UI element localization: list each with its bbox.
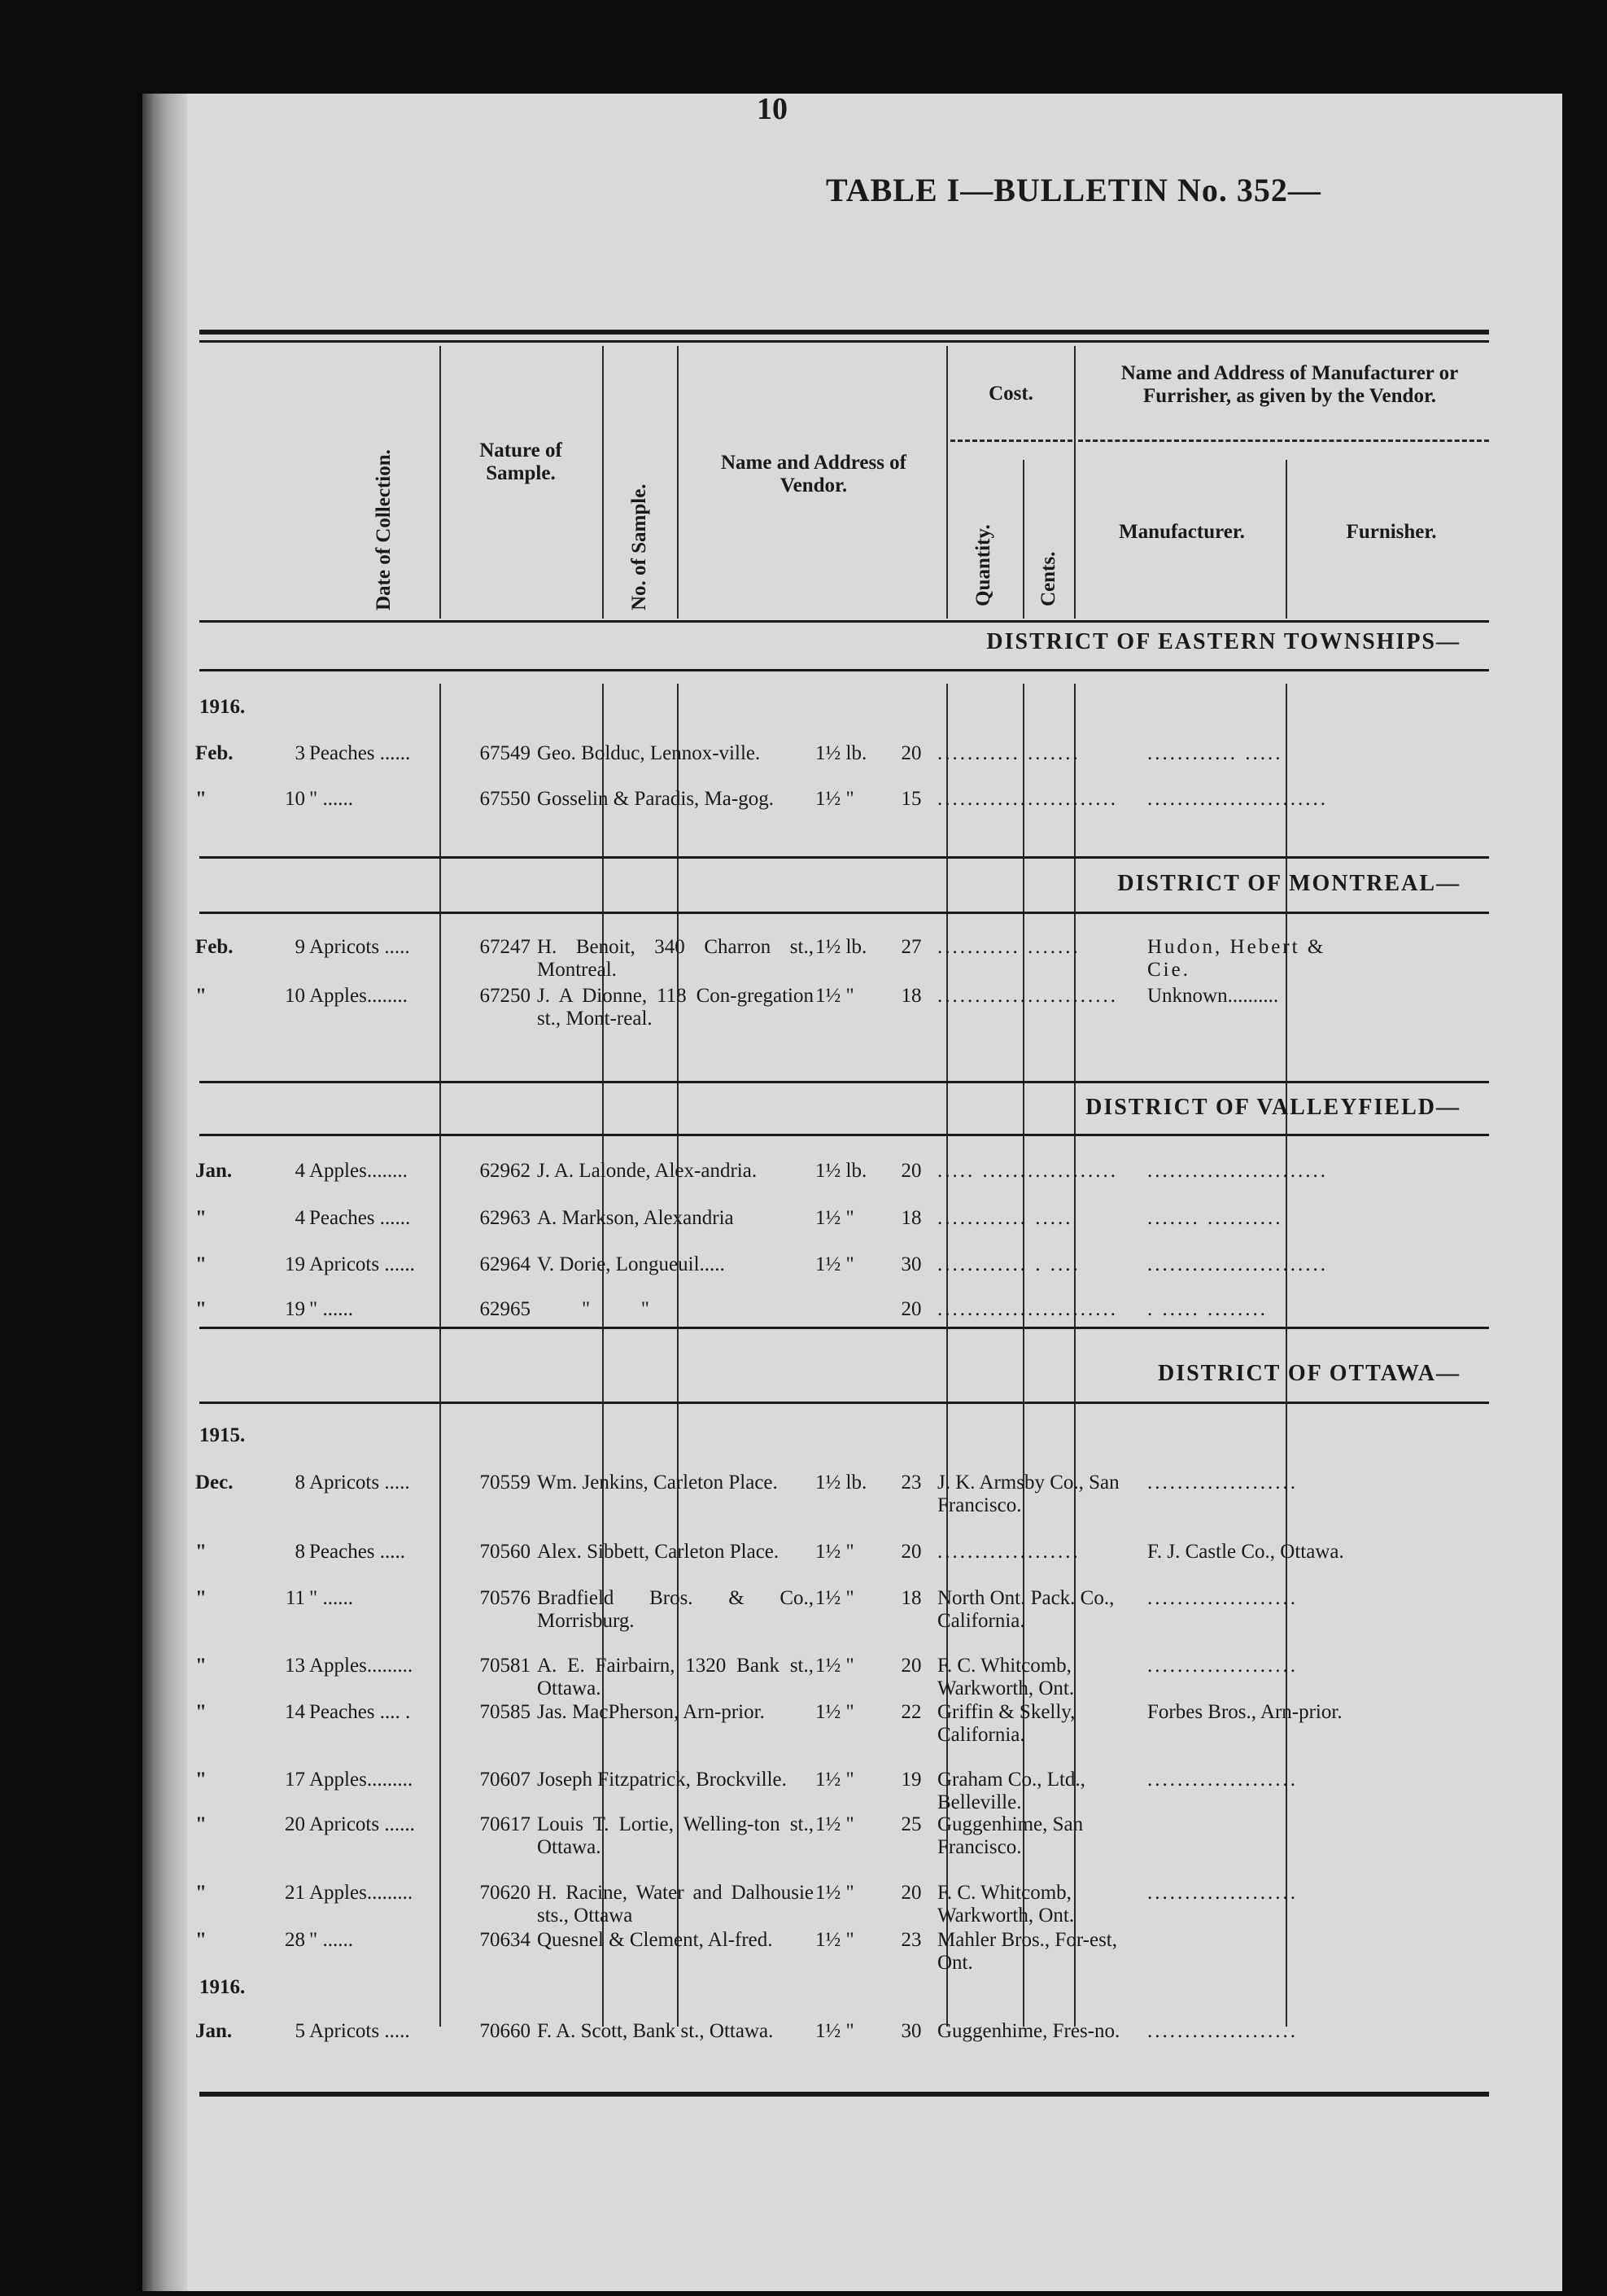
cell-cents: 20 (901, 1298, 922, 1320)
cell-manufacturer: ........................ (937, 985, 1118, 1007)
header-bottom-rule (199, 620, 1489, 623)
cell-furnisher: .................... (1147, 2020, 1298, 2042)
col-divider (677, 346, 679, 619)
cell-manufacturer: ................... (937, 1541, 1081, 1563)
cell-month: " (195, 1769, 207, 1791)
cell-day: 10 (285, 788, 305, 810)
cell-nature: Peaches ...... (309, 1207, 411, 1229)
cell-manufacturer: F. C. Whitcomb, Warkworth, Ont. (937, 1655, 1075, 1699)
cell-month: " (195, 1541, 207, 1563)
cell-manufacturer: Guggenhime, Fres-no. (937, 2020, 1120, 2042)
cell-sample-no: 67550 (479, 788, 531, 810)
cell-quantity: 1½ " (815, 1929, 854, 1951)
cell-quantity: 1½ " (815, 1882, 854, 1904)
cell-manufacturer: ........... ....... (937, 936, 1081, 958)
cell-sample-no: 62964 (479, 1253, 531, 1275)
district-heading: DISTRICT OF OTTAWA— (1157, 1361, 1461, 1386)
cell-vendor: Alex. Sibbett, Carleton Place. (537, 1541, 779, 1563)
cell-month: Jan. (195, 1160, 233, 1182)
cell-nature: Apples......... (309, 1655, 413, 1677)
cell-nature: Peaches ...... (309, 742, 411, 764)
cell-quantity: 1½ " (815, 2020, 854, 2042)
cell-vendor: Geo. Bolduc, Lennox-ville. (537, 742, 761, 764)
cell-quantity: 1½ " (815, 1655, 854, 1677)
cell-day: 20 (285, 1813, 305, 1835)
cell-quantity: 1½ lb. (815, 1160, 867, 1182)
cell-day: 8 (295, 1541, 305, 1563)
cell-nature: Apples......... (309, 1769, 413, 1791)
cell-nature: Apples........ (309, 985, 408, 1007)
cell-cents: 20 (901, 1160, 922, 1182)
cell-month: " (195, 1587, 207, 1609)
cell-manufacturer: ..... .................. (937, 1160, 1118, 1182)
cell-nature: Apricots ..... (309, 1472, 410, 1493)
cell-nature: " ...... (309, 1587, 353, 1609)
cell-sample-no: 70581 (479, 1655, 531, 1677)
section-rule (199, 1327, 1489, 1329)
cell-cents: 20 (901, 1655, 922, 1677)
header-date: Date of Collection. (373, 449, 395, 610)
cell-manufacturer: Mahler Bros., For-est, Ont. (937, 1929, 1117, 1974)
cell-furnisher: . ..... ........ (1147, 1298, 1268, 1320)
header-furnisher: Furnisher. (1346, 521, 1437, 543)
cell-furnisher: Forbes Bros., Arn-prior. (1147, 1701, 1343, 1723)
cell-vendor: Wm. Jenkins, Carleton Place. (537, 1472, 778, 1493)
header-manufacturer: Manufacturer. (1119, 521, 1245, 543)
table-title: TABLE I—BULLETIN No. 352— (826, 172, 1321, 208)
cell-vendor: A. Markson, Alexandria (537, 1207, 734, 1229)
cell-nature: Apricots ...... (309, 1253, 415, 1275)
cell-sample-no: 70617 (479, 1813, 531, 1835)
cell-manufacturer: F. C. Whitcomb, Warkworth, Ont. (937, 1882, 1075, 1926)
cell-vendor: J. A. Lalonde, Alex-andria. (537, 1160, 758, 1182)
cell-manufacturer: North Ont. Pack. Co., California. (937, 1587, 1115, 1632)
cell-cents: 18 (901, 1587, 922, 1609)
header-sample-no: No. of Sample. (628, 483, 650, 610)
cell-manufacturer: ........... ....... (937, 742, 1081, 764)
cell-sample-no: 67250 (479, 985, 531, 1007)
cell-furnisher: .................... (1147, 1769, 1298, 1791)
cell-manufacturer: ............ . .... (937, 1253, 1081, 1275)
cell-furnisher: .................... (1147, 1472, 1298, 1493)
section-rule (199, 856, 1489, 859)
cell-furnisher: ....... .......... (1147, 1207, 1283, 1229)
cell-nature: " ...... (309, 1929, 353, 1951)
cell-day: 4 (295, 1207, 305, 1229)
cell-vendor: A. E. Fairbairn, 1320 Bank st., Ottawa. (537, 1655, 814, 1699)
cell-month: " (195, 1701, 207, 1723)
cell-month: " (195, 985, 207, 1007)
cell-cents: 27 (901, 936, 922, 958)
cell-day: 4 (295, 1160, 305, 1182)
cell-cents: 20 (901, 1541, 922, 1563)
cell-nature: Peaches .... . (309, 1701, 411, 1723)
cell-manufacturer: Graham Co., Ltd., Belleville. (937, 1769, 1085, 1813)
cell-furnisher: Unknown.......... (1147, 985, 1279, 1007)
col-divider (602, 346, 604, 619)
cell-cents: 19 (901, 1769, 922, 1791)
cell-cents: 22 (901, 1701, 922, 1723)
cell-quantity: 1½ " (815, 1253, 854, 1275)
cell-nature: " ...... (309, 788, 353, 810)
cell-vendor: H. Benoit, 340 Charron st., Montreal. (537, 936, 814, 981)
cell-month: " (195, 1253, 207, 1275)
cell-quantity: 1½ " (815, 1541, 854, 1563)
cell-vendor: Bradfield Bros. & Co., Morrisburg. (537, 1587, 814, 1632)
cell-vendor: Louis T. Lortie, Welling-ton st., Ottawa. (537, 1813, 814, 1858)
cell-sample-no: 70634 (479, 1929, 531, 1951)
cell-quantity: 1½ " (815, 1813, 854, 1835)
cell-sample-no: 62962 (479, 1160, 531, 1182)
cell-manufacturer: J. K. Armsby Co., San Francisco. (937, 1472, 1120, 1516)
cell-sample-no: 70620 (479, 1882, 531, 1904)
cell-month: Feb. (195, 742, 234, 764)
cell-month: " (195, 788, 207, 810)
cell-day: 9 (295, 936, 305, 958)
cell-sample-no: 70559 (479, 1472, 531, 1493)
cell-cents: 25 (901, 1813, 922, 1835)
cell-vendor: " " (582, 1298, 649, 1320)
header-top-rule-2 (199, 340, 1489, 343)
cell-month: Jan. (195, 2020, 233, 2042)
cell-day: 19 (285, 1253, 305, 1275)
page-number: 10 (757, 92, 788, 126)
cell-day: 11 (285, 1587, 305, 1609)
cell-month: " (195, 1207, 207, 1229)
cell-cents: 18 (901, 985, 922, 1007)
cell-furnisher: .................... (1147, 1587, 1298, 1609)
cell-manufacturer: ........................ (937, 788, 1118, 810)
cell-month: " (195, 1929, 207, 1951)
cell-quantity: 1½ lb. (815, 1472, 867, 1493)
section-rule (199, 912, 1489, 914)
cell-month: " (195, 1298, 207, 1320)
cell-day: 21 (285, 1882, 305, 1904)
cell-cents: 30 (901, 1253, 922, 1275)
cell-day: 10 (285, 985, 305, 1007)
cell-sample-no: 70607 (479, 1769, 531, 1791)
cell-day: 28 (285, 1929, 305, 1951)
header-vendor: Name and Address of Vendor. (720, 452, 907, 496)
cell-cents: 18 (901, 1207, 922, 1229)
cell-vendor: Joseph Fitzpatrick, Brockville. (537, 1769, 787, 1791)
header-manufacturer-group: Name and Address of Manufacturer or Furrisher, as given by the Vendor. (1120, 362, 1459, 407)
cell-month: Dec. (195, 1472, 234, 1493)
cell-sample-no: 70585 (479, 1701, 531, 1723)
cell-month: Feb. (195, 936, 234, 958)
cell-month: " (195, 1882, 207, 1904)
cell-furnisher: .................... (1147, 1882, 1298, 1904)
cell-nature: Apricots ...... (309, 1813, 415, 1835)
district-heading: DISTRICT OF MONTREAL— (1117, 871, 1461, 896)
col-divider (946, 346, 948, 619)
header-nature: Nature of Sample. (479, 440, 562, 484)
section-rule (199, 1081, 1489, 1083)
cell-day: 8 (295, 1472, 305, 1493)
cell-sample-no: 62965 (479, 1298, 531, 1320)
page-binding-edge (142, 94, 187, 2291)
section-rule (199, 1402, 1489, 1404)
cell-day: 3 (295, 742, 305, 764)
cell-sample-no: 70560 (479, 1541, 531, 1563)
table-bottom-rule (199, 2092, 1489, 2097)
cell-sample-no: 70660 (479, 2020, 531, 2042)
cell-furnisher: F. J. Castle Co., Ottawa. (1147, 1541, 1344, 1563)
year-label: 1916. (199, 696, 246, 718)
cell-vendor: V. Dorie, Longueuil..... (537, 1253, 725, 1275)
cell-cents: 20 (901, 1882, 922, 1904)
cell-sample-no: 70576 (479, 1587, 531, 1609)
cell-vendor: Gosselin & Paradis, Ma-gog. (537, 788, 774, 810)
district-heading: DISTRICT OF VALLEYFIELD— (1085, 1095, 1461, 1120)
cell-nature: Peaches ..... (309, 1541, 406, 1563)
cell-quantity: 1½ " (815, 1701, 854, 1723)
cell-quantity: 1½ " (815, 1207, 854, 1229)
section-rule (199, 1134, 1489, 1136)
cell-cents: 30 (901, 2020, 922, 2042)
cell-furnisher: ............ ..... (1147, 742, 1283, 764)
cell-vendor: J. A Dionne, 118 Con-gregation st., Mont-real. (537, 985, 814, 1030)
col-divider (439, 346, 441, 619)
cell-quantity: 1½ lb. (815, 742, 867, 764)
col-divider (1023, 460, 1024, 619)
cell-manufacturer: Guggenhime, San Francisco. (937, 1813, 1084, 1858)
cell-nature: Apples......... (309, 1882, 413, 1904)
cell-manufacturer: ........................ (937, 1298, 1118, 1320)
cell-nature: Apples........ (309, 1160, 408, 1182)
header-cost: Cost. (989, 383, 1033, 405)
cell-quantity: 1½ " (815, 1769, 854, 1791)
cell-cents: 23 (901, 1929, 922, 1951)
cell-sample-no: 67247 (479, 936, 531, 958)
year-label: 1915. (199, 1424, 246, 1446)
cell-manufacturer: Griffin & Skelly, California. (937, 1701, 1076, 1746)
col-divider (1286, 460, 1287, 619)
header-top-rule (199, 330, 1489, 335)
cell-day: 17 (285, 1769, 305, 1791)
cell-day: 13 (285, 1655, 305, 1677)
cell-furnisher: ........................ (1147, 1160, 1328, 1182)
cell-day: 5 (295, 2020, 305, 2042)
cell-cents: 23 (901, 1472, 922, 1493)
cost-divider (950, 440, 1072, 442)
cell-nature: Apricots ..... (309, 2020, 410, 2042)
mfr-divider (1078, 440, 1489, 442)
year-label: 1916. (199, 1976, 246, 1998)
cell-vendor: F. A. Scott, Bank st., Ottawa. (537, 2020, 774, 2042)
cell-vendor: Quesnel & Clement, Al-fred. (537, 1929, 773, 1951)
cell-furnisher: ........................ (1147, 1253, 1328, 1275)
cell-manufacturer: ............ ..... (937, 1207, 1073, 1229)
cell-furnisher: .................... (1147, 1655, 1298, 1677)
cell-sample-no: 67549 (479, 742, 531, 764)
cell-quantity: 1½ lb. (815, 936, 867, 958)
cell-cents: 20 (901, 742, 922, 764)
cell-day: 14 (285, 1701, 305, 1723)
section-rule (199, 669, 1489, 671)
col-divider (1074, 346, 1076, 619)
cell-quantity: 1½ " (815, 1587, 854, 1609)
cell-nature: Apricots ..... (309, 936, 410, 958)
cell-vendor: Jas. MacPherson, Arn-prior. (537, 1701, 765, 1723)
cell-month: " (195, 1655, 207, 1677)
cell-furnisher: ........................ (1147, 788, 1328, 810)
cell-furnisher: Hudon, Hebert & Cie. (1147, 936, 1326, 981)
cell-day: 19 (285, 1298, 305, 1320)
cell-sample-no: 62963 (479, 1207, 531, 1229)
header-quantity: Quantity. (972, 524, 994, 606)
cell-vendor: H. Racine, Water and Dalhousie sts., Ottawa (537, 1882, 814, 1926)
district-heading: DISTRICT OF EASTERN TOWNSHIPS— (986, 629, 1461, 654)
cell-cents: 15 (901, 788, 922, 810)
cell-nature: " ...... (309, 1298, 353, 1320)
scanned-page (142, 94, 1562, 2291)
cell-quantity: 1½ " (815, 985, 854, 1007)
header-cents: Cents. (1037, 551, 1059, 606)
cell-month: " (195, 1813, 207, 1835)
cell-quantity: 1½ " (815, 788, 854, 810)
